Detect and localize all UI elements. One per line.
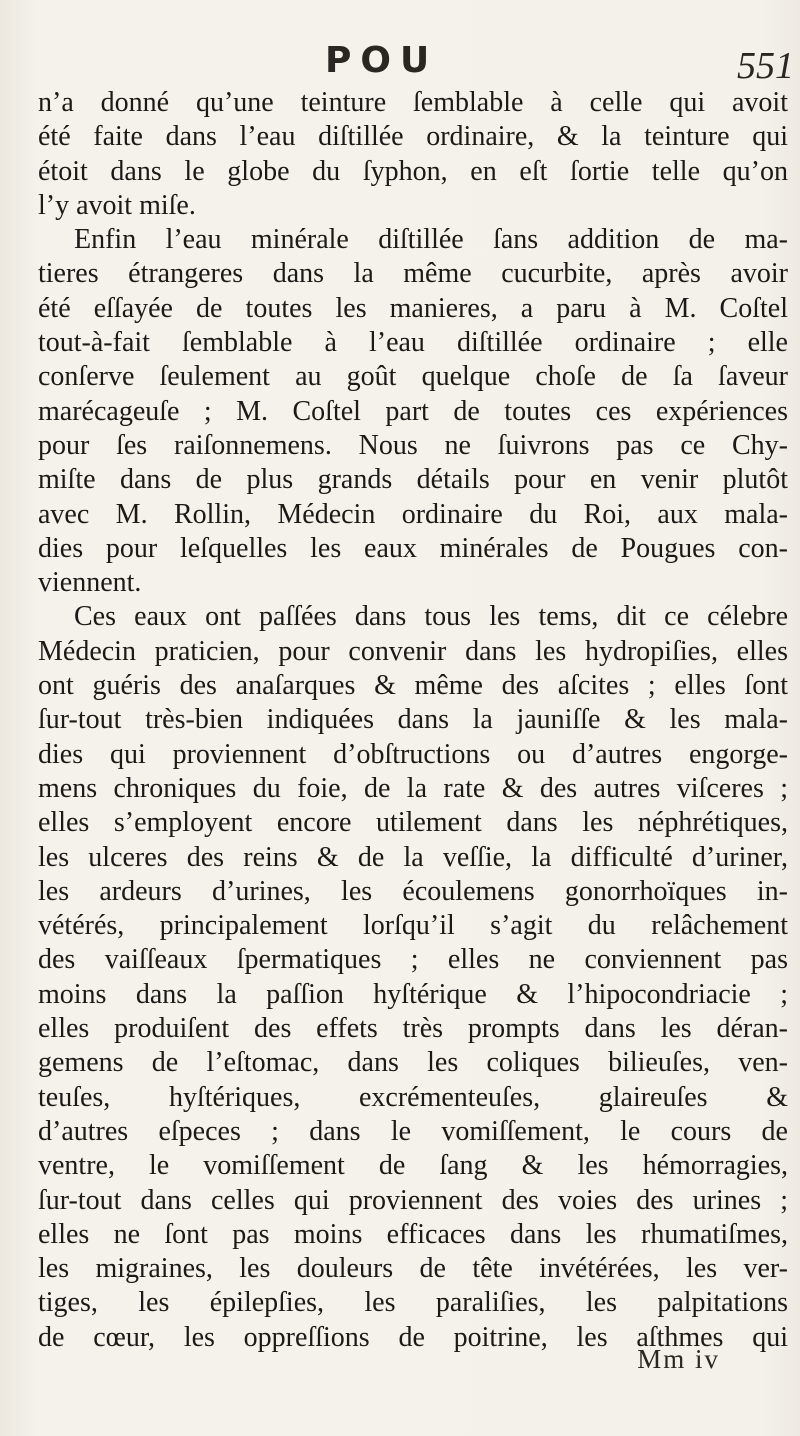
page-number: 551 (737, 45, 794, 87)
text-line: tout-à-fait ſemblable à l’eau diſtillée ordinaire ; elle (38, 327, 788, 359)
text-line: ventre, le vomiſſement de ſang & les hémorragies, (38, 1150, 788, 1182)
text-line: ſur-tout dans celles qui proviennent des voies des urines ; (38, 1184, 788, 1216)
text-line: des vaiſſeaux ſpermatiques ; elles ne conviennent pas (38, 944, 788, 976)
text-line: elles s’employent encore utilement dans les néphrétiques, (38, 807, 788, 839)
text-line: été eſſayée de toutes les manieres, a paru à M. Coſtel (38, 292, 788, 324)
text-line: vétérés, principalement lorſqu’il s’agit du relâchement (38, 910, 788, 942)
text-line: tiges, les épilepſies, les paraliſies, les palpitations (38, 1287, 788, 1319)
text-line: n’a donné qu’une teinture ſemblable à celle qui avoit (38, 87, 788, 118)
text-line: viennent. (38, 567, 142, 599)
text-line: Enfin l’eau minérale diſtillée ſans addition de ma- (74, 224, 788, 256)
text-line: étoit dans le globe du ſyphon, en eſt ſortie telle qu’on (38, 155, 788, 187)
text-line: gemens de l’eſtomac, dans les coliques bilieuſes, ven- (38, 1047, 788, 1079)
text-line: les ardeurs d’urines, les écoulemens gonorrhoïques in- (38, 875, 788, 907)
paragraph-2 (38, 223, 788, 600)
signature-mark: Mm iv (637, 1344, 720, 1374)
text-line: d’autres eſpeces ; dans le vomiſſement, le cours de (38, 1115, 788, 1147)
text-line: ont guéris des anaſarques & même des aſcites ; elles ſont (38, 670, 788, 702)
text-line: conſerve ſeulement au goût quelque choſe de ſa ſaveur (38, 361, 788, 393)
text-line: mens chroniques du foie, de la rate & des autres viſceres ; (38, 772, 788, 804)
text-line: moins dans la paſſion hyſtérique & l’hipocondriacie ; (38, 978, 788, 1010)
text-line: été faite dans l’eau diſtillée ordinaire, & la teinture qui (38, 121, 788, 153)
text-line: dies qui proviennent d’obſtructions ou d’autres engorge- (38, 738, 788, 770)
text-line: dies pour leſquelles les eaux minérales de Pougues con- (38, 532, 788, 564)
text-line: Médecin praticien, pour convenir dans les hydropiſies, elles (38, 635, 788, 667)
text-line: marécageuſe ; M. Coſtel part de toutes ces expériences (38, 395, 788, 427)
text-line: les migraines, les douleurs de tête invétérées, les ver- (38, 1253, 788, 1285)
text-line: pour ſes raiſonnemens. Nous ne ſuivrons pas ce Chy- (38, 429, 788, 461)
body-text (38, 86, 788, 1355)
paragraph-3 (38, 600, 788, 1355)
text-line: tieres étrangeres dans la même cucurbite, après avoir (38, 258, 788, 290)
text-line: miſte dans de plus grands détails pour en venir plutôt (38, 464, 788, 496)
running-head: POU (325, 40, 439, 81)
text-line: avec M. Rollin, Médecin ordinaire du Roi, aux mala- (38, 498, 788, 530)
text-line: elles ne ſont pas moins efficaces dans les rhumatiſmes, (38, 1218, 788, 1250)
text-line: elles produiſent des effets très prompts dans les déran- (38, 1013, 788, 1045)
text-line: l’y avoit miſe. (38, 189, 196, 221)
text-line: les ulceres des reins & de la veſſie, la difficulté d’uriner, (38, 841, 788, 873)
text-line: Ces eaux ont paſſées dans tous les tems, dit ce célebre (74, 601, 788, 633)
paragraph-1 (38, 86, 788, 223)
page-header (0, 38, 800, 88)
text-line: teuſes, hyſtériques, excrémenteuſes, glaireuſes & (38, 1081, 788, 1113)
text-line: de cœur, les oppreſſions de poitrine, les aſthmes qui (38, 1321, 788, 1353)
text-line: ſur-tout très-bien indiquées dans la jauniſſe & les mala- (38, 704, 788, 736)
